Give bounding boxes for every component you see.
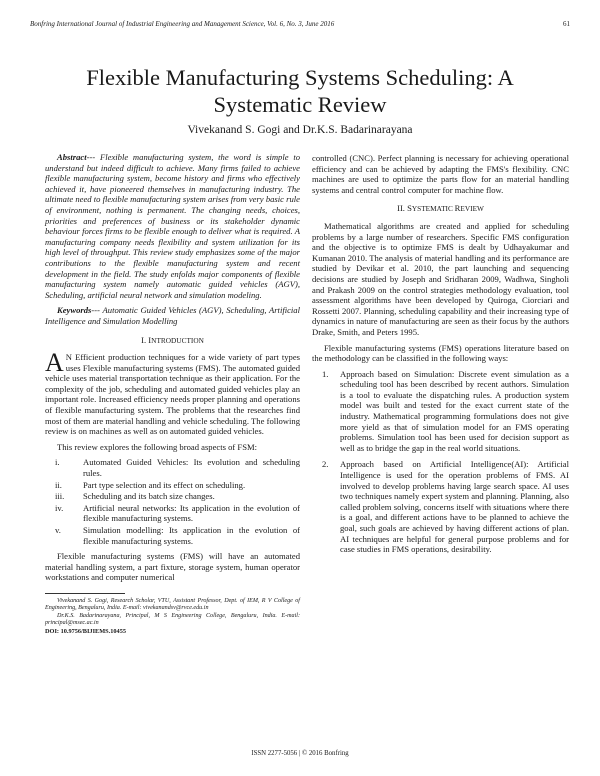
section-title-initial: S <box>407 203 412 214</box>
list-item-text: Approach based on Artificial Intelligence(AI): Artificial Intelligence is used for the operation problems of FMS. AI involved to develop problems having large search space. AI uses two techniques namely expert system and planning. Planning, also called problem solving, concerns itself with situations where there is a goal, and different actions have to be planned to achieve the goal, such goals are achieved by having different actions of plan. AI techniques are helpful for general purpose problems and for case studies in FMS operations, desirability. <box>340 459 569 555</box>
list-item-text: Approach based on Simulation: Discrete event simulation as a scheduling tool has been described by recent authors. Simulation is a tool to evaluate the dispatching rules. A production system model was built and tested for the exact current state of the industry. Mathematical programming formulations does not give more yield as that of simulation model for an FMS operating problems. Simulation tool has been used for decision support as well as to bridge the gap in the real world situations. <box>340 368 569 453</box>
keywords <box>45 305 300 326</box>
list-marker: ii. <box>55 479 62 490</box>
intro-paragraph-1-text: N Efficient production techniques for a wide variety of part types uses Flexible manufacturing systems (FMS). The automated guided vehicle uses material transportation technique as their application. For the complexity of the job, scheduling and automated guided vehicles play an important role. Increased efficiency needs proper planning and operations of flexible manufacturing system. The problems that the researches find most of them are material handling and vehicle scheduling. The following review is on machines as well as on automated guided vehicles. <box>45 352 300 437</box>
footnote <box>45 598 300 636</box>
section-title-rest: NTRODUCTION <box>151 335 204 345</box>
abstract-label: Abstract--- <box>57 152 96 162</box>
section-title-initial-2: R <box>454 203 461 214</box>
title-line-2: Systematic Review <box>213 92 387 117</box>
section-heading-systematic-review <box>312 203 569 215</box>
section-title-mid: YSTEMATIC <box>411 204 455 214</box>
abstract <box>45 152 300 300</box>
doi: DOI: 10.9756/BIJIEMS.10455 <box>45 627 126 635</box>
title-line-1: Flexible Manufacturing Systems Scheduling: A <box>86 65 514 90</box>
list-item <box>322 368 569 454</box>
keywords-text: Automatic Guided Vehicles (AGV), Scheduling, Artificial Intelligence and Simulation Modelling <box>45 305 300 326</box>
list-item-text: Automated Guided Vehicles: Its evolution and scheduling rules. <box>83 457 300 479</box>
abstract-text: Flexible manufacturing system, the word is simple to understand but indeed difficult to achieve. Many firms failed to achieve flexible manufacturing system, become history and firms who effectively achieved it, have pioneered themselves in manufacturing industry. The ultimate need to flexible manufacturing system arises from very basic rule of environment, nothing is permanent. The changing needs, choices, priorities and preferences of business or its stakeholder dynamic behaviour forces firms to be flexible enough to deliver what is required. A manufacturing company needs flexibility and system utilization for its high level of throughput. This review study emphasizes some of the major contributions to the flexible manufacturing system and recent development in the field. The study enfolds major components of flexible manufacturing system namely automatic guided vehicles (AGV), Scheduling, artificial neural network and simulation modeling. <box>45 152 301 300</box>
footnote-author-2: Dr.K.S. Badarinarayana, Principal, M S Engineering College, Bengaluru, India. E-mail: principal@msec.ac.in <box>45 612 300 627</box>
drop-cap: A <box>45 348 64 378</box>
page-footer: ISSN 2277-5056 | © 2016 Bonfring <box>251 750 349 757</box>
approaches-list <box>312 369 569 555</box>
footnote-author-1: Vivekanand S. Gogi, Research Scholar, VTU, Assistant Professor, Dept. of IEM, R V College of Engineering, Bengaluru, India. E-mail: vivekanandsv@rvce.edu.in <box>45 597 300 612</box>
list-item <box>55 491 300 502</box>
section-title-rest: EVIEW <box>460 204 484 214</box>
list-marker: v. <box>55 525 61 535</box>
section-title-initial: I <box>148 334 152 345</box>
left-column <box>45 152 300 635</box>
list-item <box>55 502 300 524</box>
list-item <box>55 525 300 546</box>
list-item-text: Scheduling and its batch size changes. <box>83 491 215 502</box>
aspects-list <box>45 457 300 546</box>
list-marker: 1. <box>322 368 329 379</box>
list-marker: iii. <box>55 491 65 502</box>
list-item-text: Simulation modelling: Its application in the evolution of flexible manufacturing systems. <box>83 525 300 546</box>
intro-paragraph-2: This review explores the following broad aspects of FSM: <box>57 441 258 452</box>
running-head <box>30 20 570 28</box>
review-paragraph-2: Flexible manufacturing systems (FMS) operations literature based on the methodology can be classified in the following ways: <box>312 342 569 364</box>
section-numeral: II. <box>397 203 405 214</box>
list-item <box>55 479 300 491</box>
intro-paragraph-1 <box>45 348 300 437</box>
journal-citation: Bonfring International Journal of Industrial Engineering and Management Science, Vol. 6, No. 3, June 2016 <box>30 20 335 28</box>
list-item <box>322 459 569 555</box>
list-marker: iv. <box>55 502 64 513</box>
review-paragraph-1: Mathematical algorithms are created and applied for scheduling problems by a large number of researchers. Specific FMS configuration and the objective is to optimize FMS is dealt by Udhayakumar and Kumanan 2010. The analysis of material handling and its performance are studied by Devikar et al. 2010, the part launching and sequencing decisions are studied by Joseph and Sridharan 2009, Wadhwa, Singholi and Prakash 2009 on the control strategies methodology evaluation, tool assessment algorithms have been developed by Quiroga, Ciorciari and Rossetti 2007. Planning, scheduling capability and their increasing type of dynamics in nature of manufacturing are seen as their focus by the authors Drake, Smith, and Peters 1995. <box>312 220 569 337</box>
list-item-text: Artificial neural networks: Its application in the evolution of flexible manufacturing systems. <box>83 502 300 524</box>
keywords-label: Keywords--- <box>57 305 100 316</box>
paper-title <box>40 64 560 118</box>
page-number: 61 <box>563 20 570 28</box>
list-item-text: Part type selection and its effect on scheduling. <box>83 479 246 490</box>
intro-paragraph-3-continued: controlled (CNC). Perfect planning is necessary for achieving operational efficiency and can be achieved by adapting the FMS's flexibility. CNC machines are used to optimize the parts flow for an material handling systems and central control computer for machine flow. <box>312 153 569 195</box>
right-column <box>312 153 569 561</box>
section-heading-introduction <box>45 335 300 347</box>
section-numeral: I. <box>141 334 147 345</box>
authors: Vivekanand S. Gogi and Dr.K.S. Badarinarayana <box>187 124 413 136</box>
list-marker: i. <box>55 457 60 468</box>
list-marker: 2. <box>322 459 329 470</box>
footnote-divider <box>45 593 125 594</box>
list-item <box>55 457 300 479</box>
intro-paragraph-3: Flexible manufacturing systems (FMS) will have an automated material handling system, a part fixture, storage system, human operator workstations and computer numerical <box>45 551 300 583</box>
